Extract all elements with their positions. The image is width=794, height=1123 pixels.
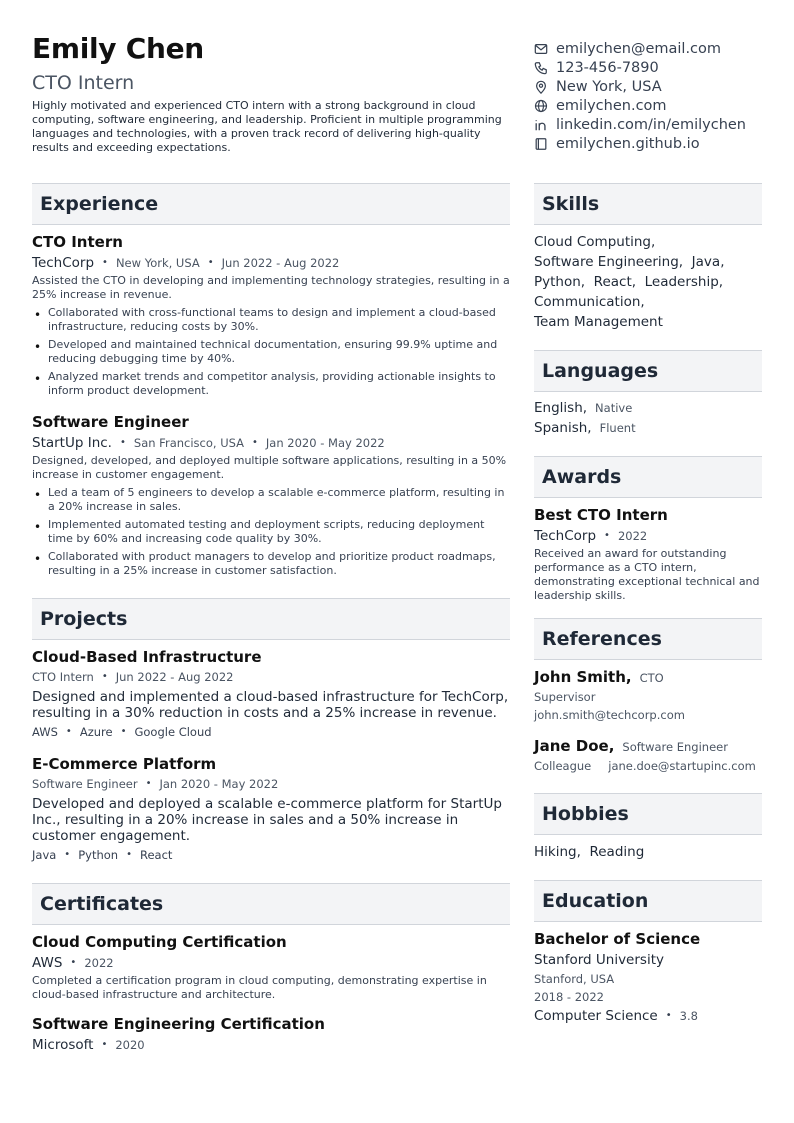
- separator-dot: •: [665, 1010, 672, 1021]
- contact-location: [534, 77, 784, 96]
- separator-dot: •: [252, 437, 258, 448]
- candidate-role: CTO Intern: [32, 72, 135, 94]
- separator-dot: •: [101, 671, 108, 682]
- project-description: Developed and deployed a scalable e-commerce platform for StartUp Inc., resulting in a 20% increase in sales and a 50% increase in customer engagement.: [32, 796, 502, 844]
- separator-dot: •: [604, 530, 610, 541]
- job-dates: Jun 2022 - Aug 2022: [221, 256, 340, 270]
- certificate-issuer: AWS: [32, 955, 63, 971]
- separator-dot: •: [65, 726, 72, 737]
- certificate-year: 2022: [84, 956, 114, 970]
- languages-list: [534, 398, 762, 438]
- job-bullet: • Developed and maintained technical documentation, ensuring 99.9% uptime and reducing debugging time by 40%.: [32, 338, 510, 366]
- profile-summary: Highly motivated and experienced CTO intern with a strong background in cloud computing, software engineering, and leadership. Proficient in multiple programming languages and technologies, with a proven track record of delivering high-quality results and exceeding expectations.: [32, 99, 502, 154]
- project-description: Designed and implemented a cloud-based infrastructure for TechCorp, resulting in a 30% reduction in costs and a 25% increase in revenue.: [32, 689, 509, 721]
- contact-email[interactable]: [534, 39, 784, 58]
- job-location: New York, USA: [115, 256, 200, 270]
- certificate-title: Software Engineering Certification: [32, 1015, 325, 1033]
- contact-github-text: emilychen.github.io: [556, 135, 700, 152]
- globe-icon: [534, 99, 548, 113]
- job-location: San Francisco, USA: [133, 436, 244, 450]
- project-tag: React: [139, 848, 173, 862]
- certificate-item: [32, 1015, 510, 1054]
- reference-item: [534, 668, 762, 724]
- award-item: [534, 506, 762, 603]
- section-heading-languages: Languages: [534, 350, 762, 392]
- job-bullets: [32, 486, 510, 578]
- job-bullet: • Implemented automated testing and deployment scripts, reducing deployment time by 60% and increasing code quality by 30%.: [32, 518, 510, 546]
- certificate-title: Cloud Computing Certification: [32, 933, 287, 951]
- contact-phone-text: 123-456-7890: [556, 59, 659, 76]
- certificate-issuer: Microsoft: [32, 1037, 94, 1053]
- job-summary: Designed, developed, and deployed multiple software applications, resulting in a 50% increase in customer engagement.: [32, 454, 507, 481]
- skills-line: Software Engineering, Java,: [534, 254, 725, 270]
- award-year: 2022: [617, 529, 648, 543]
- separator-dot: •: [145, 778, 152, 789]
- reference-name: John Smith,: [534, 668, 632, 686]
- job-title: Software Engineer: [32, 413, 189, 431]
- separator-dot: •: [101, 1039, 108, 1050]
- reference-name: Jane Doe,: [534, 737, 615, 755]
- reference-email[interactable]: jane.doe@startupinc.com: [608, 759, 756, 773]
- contact-website-text: emilychen.com: [556, 97, 667, 114]
- sidebar-column: [534, 183, 762, 1025]
- project-dates: Jan 2020 - May 2022: [159, 777, 279, 791]
- project-tags: [32, 847, 510, 863]
- contact-linkedin-text: linkedin.com/in/emilychen: [556, 116, 746, 133]
- separator-dot: •: [64, 849, 71, 860]
- project-tag: Java: [32, 848, 57, 862]
- certificate-description: Completed a certification program in cloud computing, demonstrating expertise in cloud-based infrastructure and architecture.: [32, 974, 487, 1001]
- mail-icon: [534, 42, 548, 56]
- section-heading-awards: Awards: [534, 456, 762, 498]
- contact-phone[interactable]: [534, 58, 784, 77]
- github-icon: [534, 137, 548, 151]
- job-dates: Jan 2020 - May 2022: [265, 436, 385, 450]
- job-bullet: • Led a team of 5 engineers to develop a scalable e-commerce platform, resulting in a 20% increase in sales.: [32, 486, 510, 514]
- project-item: [32, 755, 510, 863]
- section-heading-projects: Projects: [32, 598, 510, 640]
- company-name: TechCorp: [32, 255, 95, 271]
- project-title: E-Commerce Platform: [32, 755, 217, 773]
- skills-line: Cloud Computing,: [534, 234, 656, 250]
- separator-dot: •: [207, 257, 214, 268]
- skills-list: [534, 232, 762, 332]
- separator-dot: •: [126, 849, 132, 860]
- contact-list: [534, 39, 784, 153]
- project-tag: Google Cloud: [134, 725, 212, 739]
- section-heading-experience: Experience: [32, 183, 510, 225]
- experience-item: [32, 233, 510, 398]
- school-name: Stanford University: [534, 952, 664, 968]
- award-description: Received an award for outstanding performance as a CTO intern, demonstrating exceptional technical and leadership skills.: [534, 547, 760, 602]
- section-heading-skills: Skills: [534, 183, 762, 225]
- award-title: Best CTO Intern: [534, 506, 668, 524]
- contact-location-text: New York, USA: [556, 78, 662, 95]
- project-role: CTO Intern: [32, 670, 94, 684]
- reference-item: [534, 737, 762, 775]
- project-role: Software Engineer: [32, 777, 138, 791]
- project-dates: Jun 2022 - Aug 2022: [115, 670, 234, 684]
- language-level: Native: [595, 401, 633, 415]
- hobbies-list: Hiking, Reading: [534, 844, 645, 860]
- contact-github[interactable]: [534, 134, 784, 153]
- contact-website[interactable]: [534, 96, 784, 115]
- project-tag: AWS: [32, 725, 58, 739]
- reference-relation: Supervisor: [534, 690, 596, 704]
- separator-dot: •: [102, 257, 108, 268]
- skills-line: Python, React, Leadership,: [534, 274, 724, 290]
- experience-item: [32, 413, 510, 578]
- reference-title: CTO: [639, 671, 664, 685]
- reference-title: Software Engineer: [622, 740, 728, 754]
- section-heading-certificates: Certificates: [32, 883, 510, 925]
- job-bullet: • Collaborated with cross-functional teams to design and implement a cloud-based infrastructure, reducing costs by 30%.: [32, 306, 510, 334]
- main-column: [32, 183, 510, 1054]
- separator-dot: •: [119, 437, 126, 448]
- project-tag: Azure: [79, 725, 113, 739]
- job-bullet: • Collaborated with product managers to develop and prioritize product roadmaps, resulting in a 25% increase in customer satisfaction.: [32, 550, 510, 578]
- separator-dot: •: [70, 957, 77, 968]
- certificate-year: 2020: [115, 1038, 145, 1052]
- gpa-value: 3.8: [679, 1009, 698, 1023]
- skills-line: Communication,: [534, 294, 645, 310]
- project-title: Cloud-Based Infrastructure: [32, 648, 262, 666]
- education-dates: 2018 - 2022: [534, 990, 604, 1004]
- linkedin-icon: [534, 118, 548, 132]
- skills-line: Team Management: [534, 314, 663, 330]
- language-item: [534, 418, 762, 438]
- award-issuer: TechCorp: [534, 528, 597, 544]
- certificate-item: [32, 933, 510, 1002]
- reference-email[interactable]: john.smith@techcorp.com: [534, 708, 685, 722]
- job-summary: Assisted the CTO in developing and implementing technology strategies, resulting in a 25% increase in revenue.: [32, 274, 510, 301]
- job-bullet: • Analyzed market trends and competitor analysis, providing actionable insights to inform product development.: [32, 370, 510, 398]
- degree-title: Bachelor of Science: [534, 930, 701, 948]
- job-bullets: [32, 306, 510, 398]
- field-of-study: Computer Science: [534, 1008, 658, 1024]
- location-pin-icon: [534, 80, 548, 94]
- project-item: [32, 648, 510, 740]
- section-heading-education: Education: [534, 880, 762, 922]
- company-name: StartUp Inc.: [32, 435, 112, 451]
- language-name: English,: [534, 400, 588, 416]
- job-title: CTO Intern: [32, 233, 123, 251]
- language-level: Fluent: [599, 421, 636, 435]
- phone-icon: [534, 61, 548, 75]
- separator-dot: •: [120, 726, 127, 737]
- section-heading-hobbies: Hobbies: [534, 793, 762, 835]
- candidate-name: Emily Chen: [32, 32, 204, 65]
- project-tag: Python: [78, 848, 119, 862]
- contact-linkedin[interactable]: [534, 115, 784, 134]
- contact-email-text: emilychen@email.com: [556, 40, 722, 57]
- language-item: [534, 398, 762, 418]
- education-item: [534, 930, 762, 1025]
- language-name: Spanish,: [534, 420, 592, 436]
- reference-relation: Colleague: [534, 759, 592, 773]
- section-heading-references: References: [534, 618, 762, 660]
- project-tags: [32, 724, 510, 740]
- school-location: Stanford, USA: [534, 972, 615, 986]
